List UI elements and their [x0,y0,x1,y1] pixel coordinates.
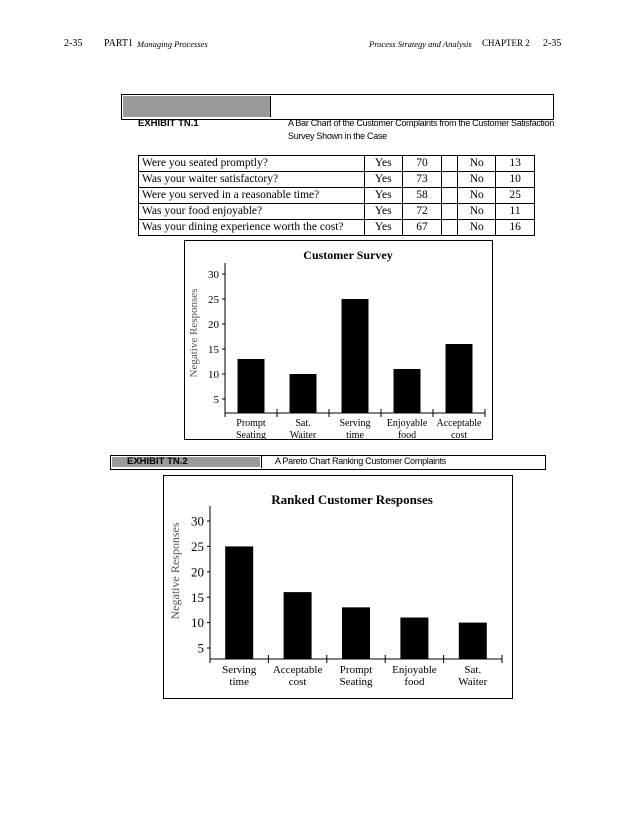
no-count: 25 [496,188,535,204]
x-tick-label: cost [450,430,468,439]
exhibit2-label: EXHIBIT TN.2 [127,456,188,467]
exhibit1-label: EXHIBIT TN.1 [138,118,199,129]
x-tick-label: Seating [236,430,266,439]
yes-label: Yes [364,220,402,236]
x-tick-label: Waiter [458,676,488,688]
survey-table [138,155,535,236]
yes-label: Yes [364,204,402,220]
y-axis-label: Negative Responses [188,288,200,378]
exhibit1-caption-line2: Survey Shown in the Case [288,131,387,141]
y-tick-label: 5 [197,640,204,656]
table-row [139,156,535,172]
exhibit1-divider [270,96,271,117]
y-tick-label: 5 [213,393,219,406]
x-tick-label: Sat. [295,418,311,429]
survey-question: Were you seated promptly? [139,156,365,172]
x-tick-label: Waiter [289,430,317,439]
exhibit1-caption-line1: A Bar Chart of the Customer Complaints from the Customer Satisfaction [288,118,554,128]
bar [394,369,421,413]
part-title: Managing Processes [137,39,208,49]
bar [290,374,317,413]
no-count: 16 [496,220,535,236]
no-label: No [458,188,496,204]
yes-count: 67 [402,220,442,236]
x-tick-label: Sat. [464,664,482,676]
x-tick-label: Seating [339,676,373,688]
spacer-cell [442,220,458,236]
y-tick-label: 10 [208,368,219,381]
no-count: 13 [496,156,535,172]
table-row [139,220,535,236]
page-number-left: 2-35 [64,38,83,49]
y-tick-label: 20 [208,318,219,331]
yes-count: 72 [402,204,442,220]
survey-question: Was your waiter satisfactory? [139,172,365,188]
part-label: PART1 [104,38,134,49]
x-tick-label: Serving [339,418,371,429]
y-tick-label: 10 [191,615,204,631]
survey-question: Was your food enjoyable? [139,204,365,220]
spacer-cell [442,204,458,220]
yes-label: Yes [364,156,402,172]
exhibit2-divider [261,456,262,468]
x-tick-label: food [397,430,417,439]
section-title: Process Strategy and Analysis [369,39,472,49]
spacer-cell [442,156,458,172]
yes-count: 58 [402,188,442,204]
no-label: No [458,220,496,236]
y-tick-label: 15 [208,343,219,356]
exhibit2-caption: A Pareto Chart Ranking Customer Complaints [275,456,446,466]
chart-title: Ranked Customer Responses [271,492,433,507]
x-tick-label: food [404,676,425,688]
ranked-responses-chart [163,475,513,699]
customer-survey-chart-svg [185,241,492,439]
bar [342,607,370,659]
y-tick-label: 20 [191,564,204,580]
yes-count: 73 [402,172,442,188]
ranked-responses-chart-svg [164,476,512,698]
table-row [139,172,535,188]
y-tick-label: 15 [191,589,204,605]
yes-count: 70 [402,156,442,172]
page-number-right: 2-35 [543,38,562,49]
x-tick-label: Prompt [339,664,373,676]
y-axis-label: Negative Responses [168,522,182,620]
bar [238,359,265,413]
y-tick-label: 25 [191,538,204,554]
x-tick-label: Enjoyable [386,418,428,429]
survey-question: Were you served in a reasonable time? [139,188,365,204]
x-tick-label: Acceptable [272,664,323,676]
x-tick-label: Acceptable [436,418,482,429]
yes-label: Yes [364,188,402,204]
chart-title: Customer Survey [303,248,393,262]
bar [342,299,369,413]
no-count: 11 [496,204,535,220]
exhibit1-caption [288,117,554,143]
exhibit1-shade [123,96,270,117]
x-tick-label: Serving [222,664,257,676]
table-row [139,204,535,220]
x-tick-label: cost [288,676,307,688]
spacer-cell [442,172,458,188]
table-row [139,188,535,204]
x-tick-label: Enjoyable [392,664,437,676]
y-tick-label: 30 [208,268,219,281]
y-tick-label: 25 [208,293,219,306]
no-label: No [458,172,496,188]
x-tick-label: Prompt [236,418,266,429]
yes-label: Yes [364,172,402,188]
bar [225,546,253,659]
bar [459,623,487,659]
no-count: 10 [496,172,535,188]
bar [400,618,428,659]
spacer-cell [442,188,458,204]
bar [446,344,473,413]
y-tick-label: 30 [191,513,204,529]
no-label: No [458,204,496,220]
x-tick-label: time [229,676,249,688]
no-label: No [458,156,496,172]
x-tick-label: time [346,430,364,439]
customer-survey-chart [184,240,493,440]
bar [284,592,312,659]
survey-question: Was your dining experience worth the cost? [139,220,365,236]
chapter-label: CHAPTER 2 [482,38,530,48]
